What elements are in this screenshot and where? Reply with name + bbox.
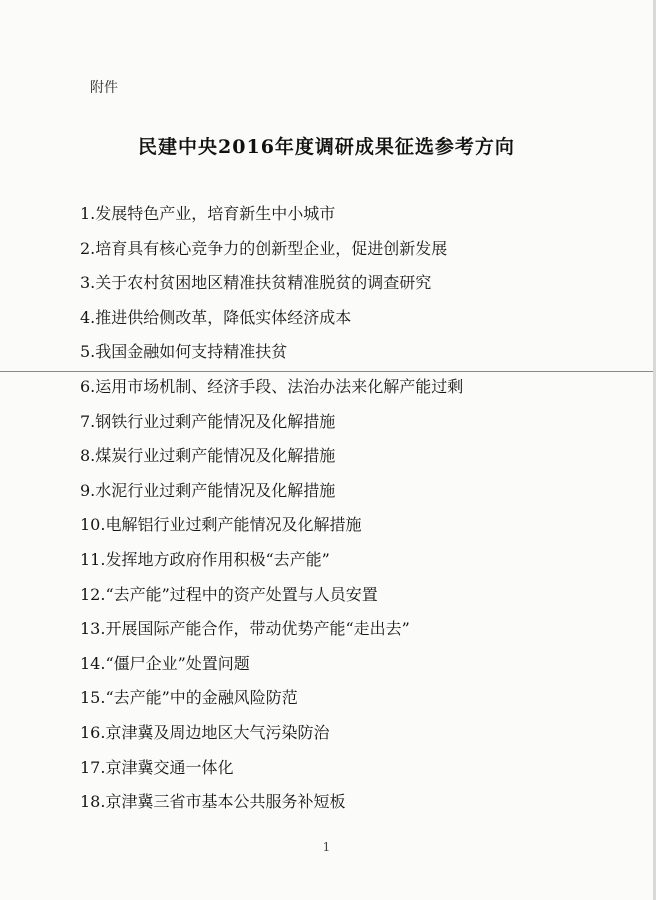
list-item: 1.发展特色产业，培育新生中小城市 <box>80 204 336 223</box>
list-item: 17.京津冀交通一体化 <box>80 757 234 777</box>
list-item: 12.“去产能”过程中的资产处置与人员安置 <box>80 584 378 604</box>
page-title: 民建中央2016年度调研成果征选参考方向 <box>138 136 515 158</box>
list-item: 15.“去产能”中的金融风险防范 <box>80 688 298 708</box>
list-item: 13.开展国际产能合作，带动优势产能“走出去” <box>80 619 410 639</box>
list-item: 10.电解铝行业过剩产能情况及化解措施 <box>80 515 362 535</box>
list-item: 8.煤炭行业过剩产能情况及化解措施 <box>80 446 336 466</box>
list-item: 6.运用市场机制、经济手段、法治办法来化解产能过剩 <box>80 376 464 396</box>
list-item: 3.关于农村贫困地区精准扶贫精准脱贫的调查研究 <box>80 273 432 293</box>
list-item: 18.京津冀三省市基本公共服务补短板 <box>80 792 346 812</box>
list-item: 16.京津冀及周边地区大气污染防治 <box>80 722 330 742</box>
list-item: 7.钢铁行业过剩产能情况及化解措施 <box>80 411 336 431</box>
list-item: 2.培育具有核心竞争力的创新型企业，促进创新发展 <box>80 238 448 258</box>
list-item: 11.发挥地方政府作用积极“去产能” <box>80 549 330 569</box>
list-item: 9.水泥行业过剩产能情况及化解措施 <box>80 480 336 500</box>
list-item: 5.我国金融如何支持精准扶贫 <box>80 342 288 362</box>
page-number: 1 <box>322 840 331 854</box>
list-item: 14.“僵尸企业”处置问题 <box>80 653 250 673</box>
topic-list <box>80 197 600 820</box>
annex-label: 附件 <box>90 80 118 96</box>
list-item: 4.推进供给侧改革，降低实体经济成本 <box>80 307 352 327</box>
